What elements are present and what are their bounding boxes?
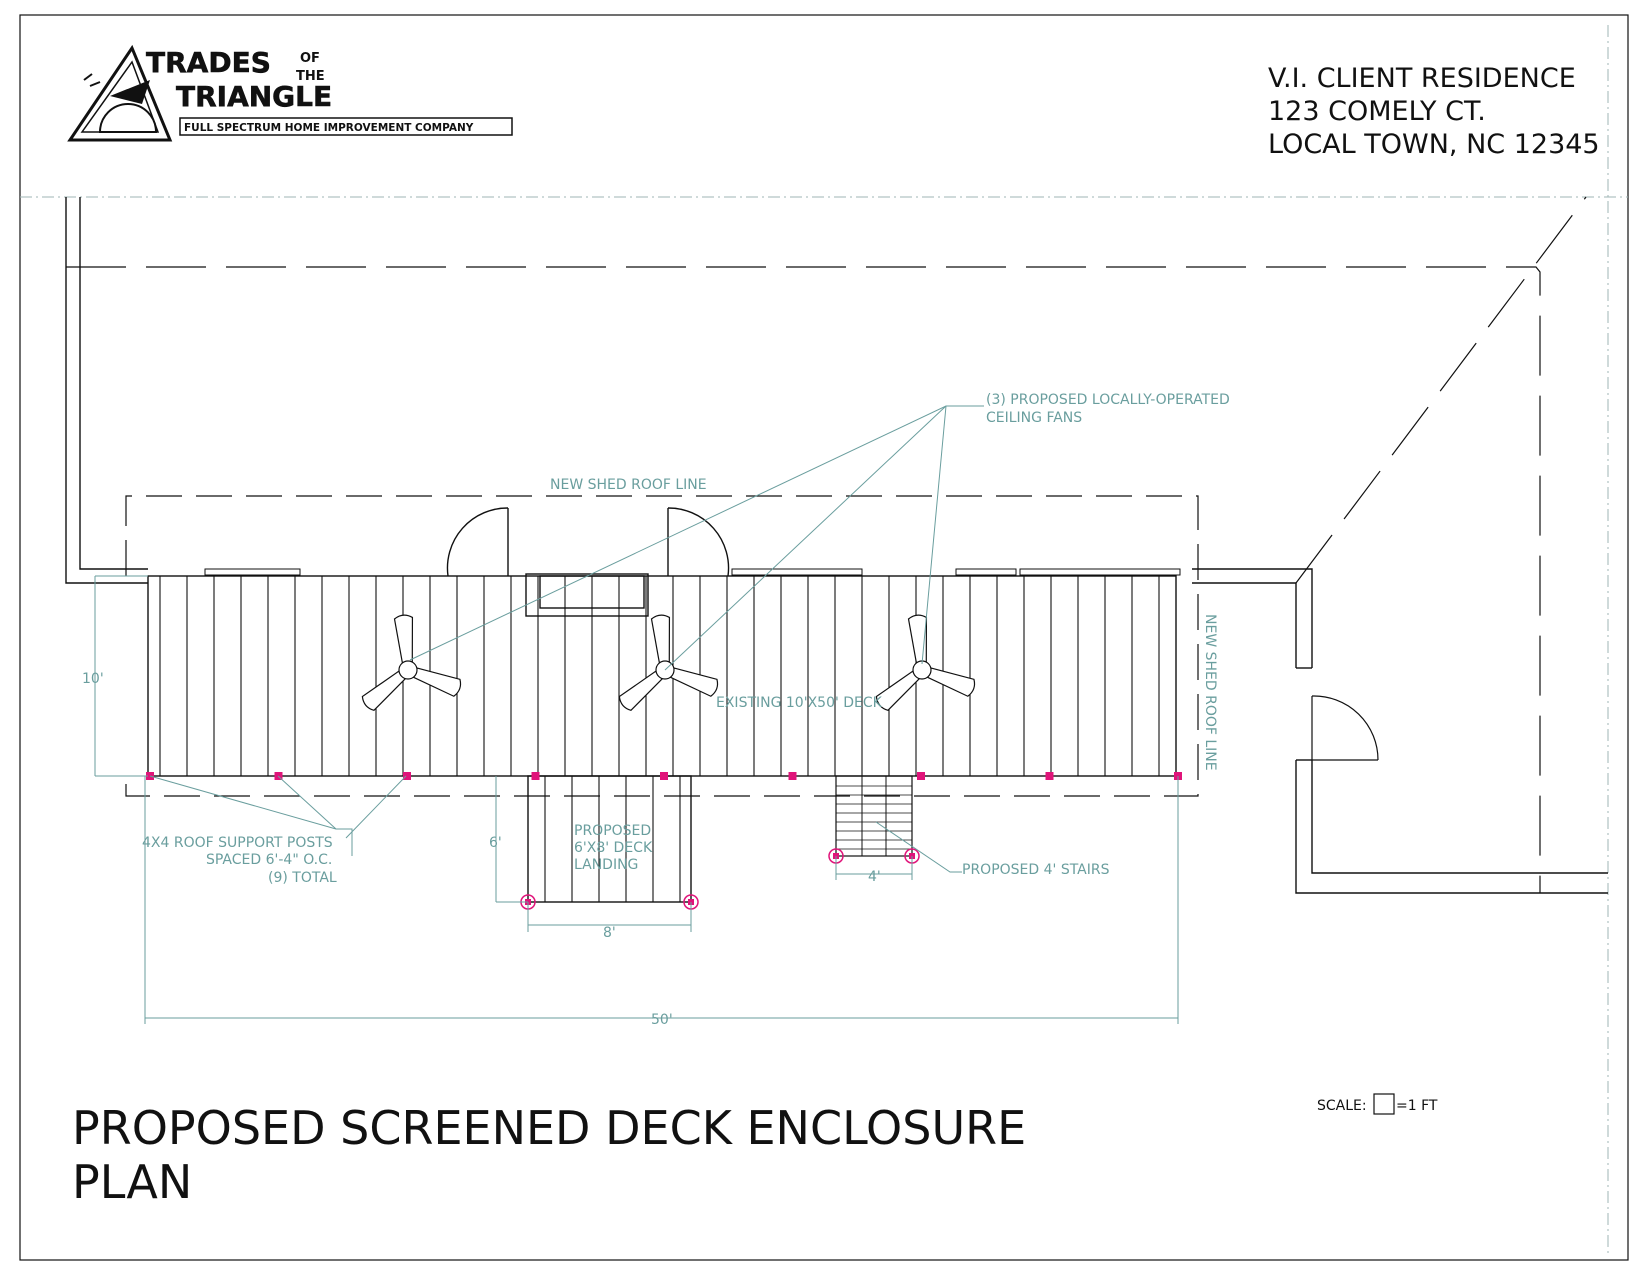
stairs-label: PROPOSED 4' STAIRS bbox=[962, 862, 1110, 878]
roof-post bbox=[917, 772, 925, 780]
logo-trades: TRADES bbox=[146, 46, 271, 79]
annotation-leaders bbox=[150, 406, 984, 872]
scale-box bbox=[1374, 1094, 1394, 1114]
proposed-landing bbox=[528, 776, 691, 902]
roof-post bbox=[660, 772, 668, 780]
posts-note-line1: 4X4 ROOF SUPPORT POSTS bbox=[142, 835, 333, 851]
client-city: LOCAL TOWN, NC 12345 bbox=[1268, 129, 1600, 160]
client-street: 123 COMELY CT. bbox=[1268, 96, 1486, 127]
fans-note-line1: (3) PROPOSED LOCALLY-OPERATED bbox=[986, 392, 1230, 408]
roof-post bbox=[403, 772, 411, 780]
ceiling-fan-icon bbox=[617, 614, 720, 712]
dim-landing-width: 8' bbox=[603, 925, 616, 941]
drawing-title-line2: PLAN bbox=[72, 1155, 193, 1209]
company-logo bbox=[70, 46, 512, 140]
sheet-border bbox=[20, 15, 1628, 1260]
logo-the: THE bbox=[296, 69, 325, 84]
patio-doors bbox=[447, 508, 728, 616]
dim-stair-width: 4' bbox=[868, 869, 881, 885]
dim-landing-depth: 6' bbox=[489, 835, 502, 851]
back-wall-windows bbox=[205, 569, 1180, 575]
side-door bbox=[1312, 696, 1378, 760]
logo-triangle: TRIANGLE bbox=[176, 80, 333, 113]
dim-deck-length: 50' bbox=[651, 1012, 673, 1028]
landing-label-line1: PROPOSED bbox=[574, 823, 652, 839]
roof-hip-line bbox=[1296, 197, 1586, 583]
proposed-stairs bbox=[836, 776, 912, 856]
landing-label-line2: 6'X8' DECK bbox=[574, 840, 653, 856]
roof-post bbox=[1046, 772, 1054, 780]
client-name: V.I. CLIENT RESIDENCE bbox=[1268, 63, 1576, 94]
drawing-title-line1: PROPOSED SCREENED DECK ENCLOSURE bbox=[72, 1101, 1027, 1155]
fans-note-line2: CEILING FANS bbox=[986, 410, 1083, 426]
scale-label: SCALE: bbox=[1317, 1098, 1367, 1114]
existing-deck-label: EXISTING 10'X50' DECK bbox=[716, 695, 882, 711]
landing-label-line3: LANDING bbox=[574, 857, 639, 873]
posts-note-line3: (9) TOTAL bbox=[268, 870, 337, 886]
roof-line-side-label: NEW SHED ROOF LINE bbox=[1202, 614, 1218, 771]
house-roof-line bbox=[66, 267, 1540, 893]
scale-value: =1 FT bbox=[1396, 1098, 1438, 1114]
roof-post bbox=[789, 772, 797, 780]
roof-line-top-label: NEW SHED ROOF LINE bbox=[550, 477, 707, 493]
house-walls bbox=[66, 197, 1608, 893]
roof-post bbox=[532, 772, 540, 780]
ceiling-fans bbox=[360, 614, 977, 712]
logo-tagline: FULL SPECTRUM HOME IMPROVEMENT COMPANY bbox=[184, 122, 474, 134]
logo-of: OF bbox=[300, 51, 320, 66]
dimension-lines bbox=[95, 576, 1178, 1024]
dim-deck-depth: 10' bbox=[82, 671, 104, 687]
posts-note-line2: SPACED 6'-4" O.C. bbox=[206, 852, 333, 868]
